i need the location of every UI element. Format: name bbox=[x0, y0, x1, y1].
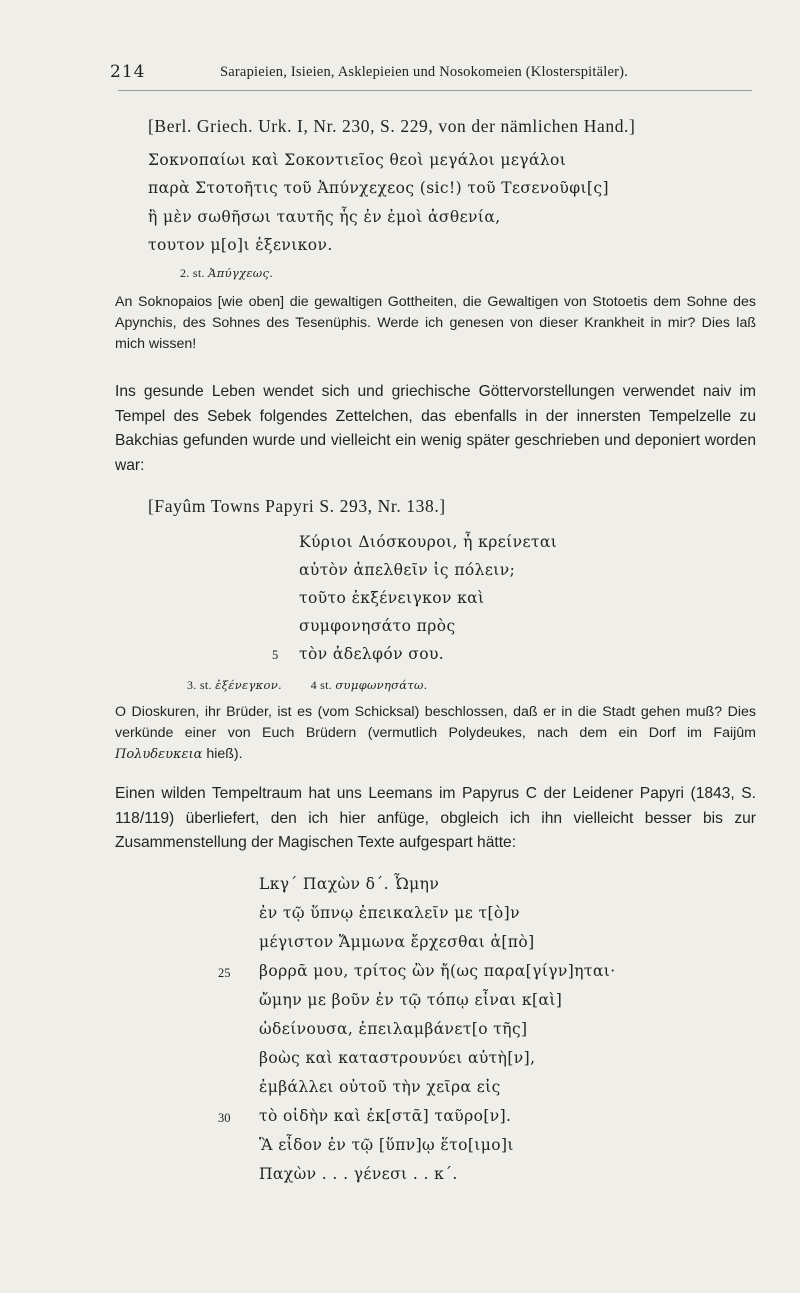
note-greek: ἐξένεγκον. bbox=[215, 678, 282, 692]
greek-line: αὐτὸν ἀπελθεῖν ἰς πόλειν; bbox=[299, 561, 516, 579]
source-citation-fayum: [Fayûm Towns Papyri S. 293, Nr. 138.] bbox=[148, 496, 446, 516]
greek-line: τὸν ἀδελφόν σου. bbox=[299, 645, 445, 663]
greek-line: συμφονησάτο πρὸς bbox=[299, 617, 456, 635]
apparatus-note-1 bbox=[180, 266, 273, 281]
greek-line: Παχὼν . . . γένεσι . . κ΄. bbox=[259, 1165, 458, 1183]
greek-line: ἐμβάλλει οὐτοῦ τὴν χεῖρα εἰς bbox=[259, 1078, 501, 1096]
source-citation-berlin: [Berl. Griech. Urk. I, Nr. 230, S. 229, von der nämlichen Hand.] bbox=[148, 116, 636, 136]
note-prefix: 3. st. bbox=[187, 678, 212, 692]
running-title: Sarapieien, Isieien, Asklepieien und Nosokomeien (Klosterspitäler). bbox=[220, 64, 629, 80]
line-number: 30 bbox=[218, 1111, 231, 1125]
translation-greek-word: Πολυδευκεια bbox=[115, 747, 203, 762]
greek-line: ἐν τῷ ὕπνῳ ἐπεικαλεῖν με τ[ὸ]ν bbox=[259, 904, 520, 922]
note-greek: συμφωνησάτω. bbox=[335, 678, 428, 692]
greek-line: Σοκνοπαίωι καὶ Σοκοντιεῖος θεοὶ μεγάλοι μεγάλοι bbox=[148, 151, 567, 169]
body-paragraph-1: Ins gesunde Leben wendet sich und griechische Göttervorstellungen verwendet naiv im Tempel des Sebek folgendes Zettelchen, das ebenfalls in der innersten Tempelzelle zu Bakchias gefunden wurde und vielleicht ein wenig später geschrieben und deponiert worden war: bbox=[115, 383, 756, 474]
note-greek: Ἀπύγχεως. bbox=[208, 266, 274, 280]
greek-line: μέγιστον Ἄμμωνα ἔρχεσθαι ἀ[πὸ] bbox=[259, 933, 535, 951]
note-prefix: 2. st. bbox=[180, 266, 205, 280]
greek-line: τουτον μ[ο]ι ἐξενικον. bbox=[148, 236, 333, 254]
greek-line: τοῦτο ἐκξένειγκον καὶ bbox=[299, 589, 485, 607]
line-number: 25 bbox=[218, 966, 231, 980]
greek-line: παρὰ Στοτοῆτις τοῦ Ἀπύνχεχεος (sic!) τοῦ Τεσενοῦφι[ς] bbox=[148, 179, 609, 197]
body-paragraph-2: Einen wilden Tempeltraum hat uns Leemans im Papyrus C der Leidener Papyri (1843, S. 118/119) überliefert, den ich hier anfüge, obgleich ich ihn vielleicht besser bis zur Zusammenstellung der Magischen Texte aufgespart hätte: bbox=[115, 785, 756, 851]
greek-line: Lκγ΄ Παχὼν δ΄. Ὦμην bbox=[259, 875, 440, 893]
apparatus-note-2 bbox=[187, 678, 428, 693]
translation-text: O Dioskuren, ihr Brüder, ist es (vom Schicksal) beschlossen, daß er in die Stadt gehen muß? Dies verkünde einer von Euch Brüdern (vermutlich Polydeukes, nach dem ein Dorf im Faijûm bbox=[115, 704, 756, 741]
translation-text: hieß). bbox=[202, 746, 243, 762]
greek-line: τὸ οἰδὴν καὶ ἐκ[στᾶ] ταῦρο[ν]. bbox=[259, 1107, 512, 1125]
greek-line: ἢ μὲν σωθῆσωι ταυτῆς ἧς ἐν ἐμοὶ ἀσθενία, bbox=[148, 208, 501, 226]
greek-line: βορρᾶ μου, τρίτος ὢν ἤ(ως παρα[γίγν]ηται· bbox=[259, 962, 616, 980]
translation-1: An Soknopaios [wie oben] die gewaltigen Gottheiten, die Gewaltigen von Stotoetis dem Sohne des Apynchis, des Sohnes des Tesenüphis. Werde ich genesen von dieser Krankheit in mir? Dies laß mich wissen! bbox=[115, 294, 756, 352]
greek-line: βοὼς καὶ καταστρουνύει αὐτὴ[ν], bbox=[259, 1049, 536, 1067]
greek-line: ὤμην με βοῦν ἐν τῷ τόπῳ εἶναι κ[αὶ] bbox=[259, 991, 563, 1009]
translation-2 bbox=[115, 702, 756, 765]
running-header bbox=[110, 62, 752, 86]
greek-line: ὠδείνουσα, ἐπειλαμβάνετ[ο τῆς] bbox=[259, 1020, 528, 1038]
line-number: 5 bbox=[272, 648, 279, 662]
page-number: 214 bbox=[110, 62, 146, 82]
greek-line: Ἃ εἶδον ἐν τῷ [ὕπν]ῳ ἕτο[ιμο]ι bbox=[259, 1136, 514, 1154]
note-prefix: 4 st. bbox=[310, 678, 333, 692]
header-rule bbox=[118, 90, 752, 91]
greek-line: Κύριοι Διόσκουροι, ἦ κρείνεται bbox=[299, 533, 558, 551]
